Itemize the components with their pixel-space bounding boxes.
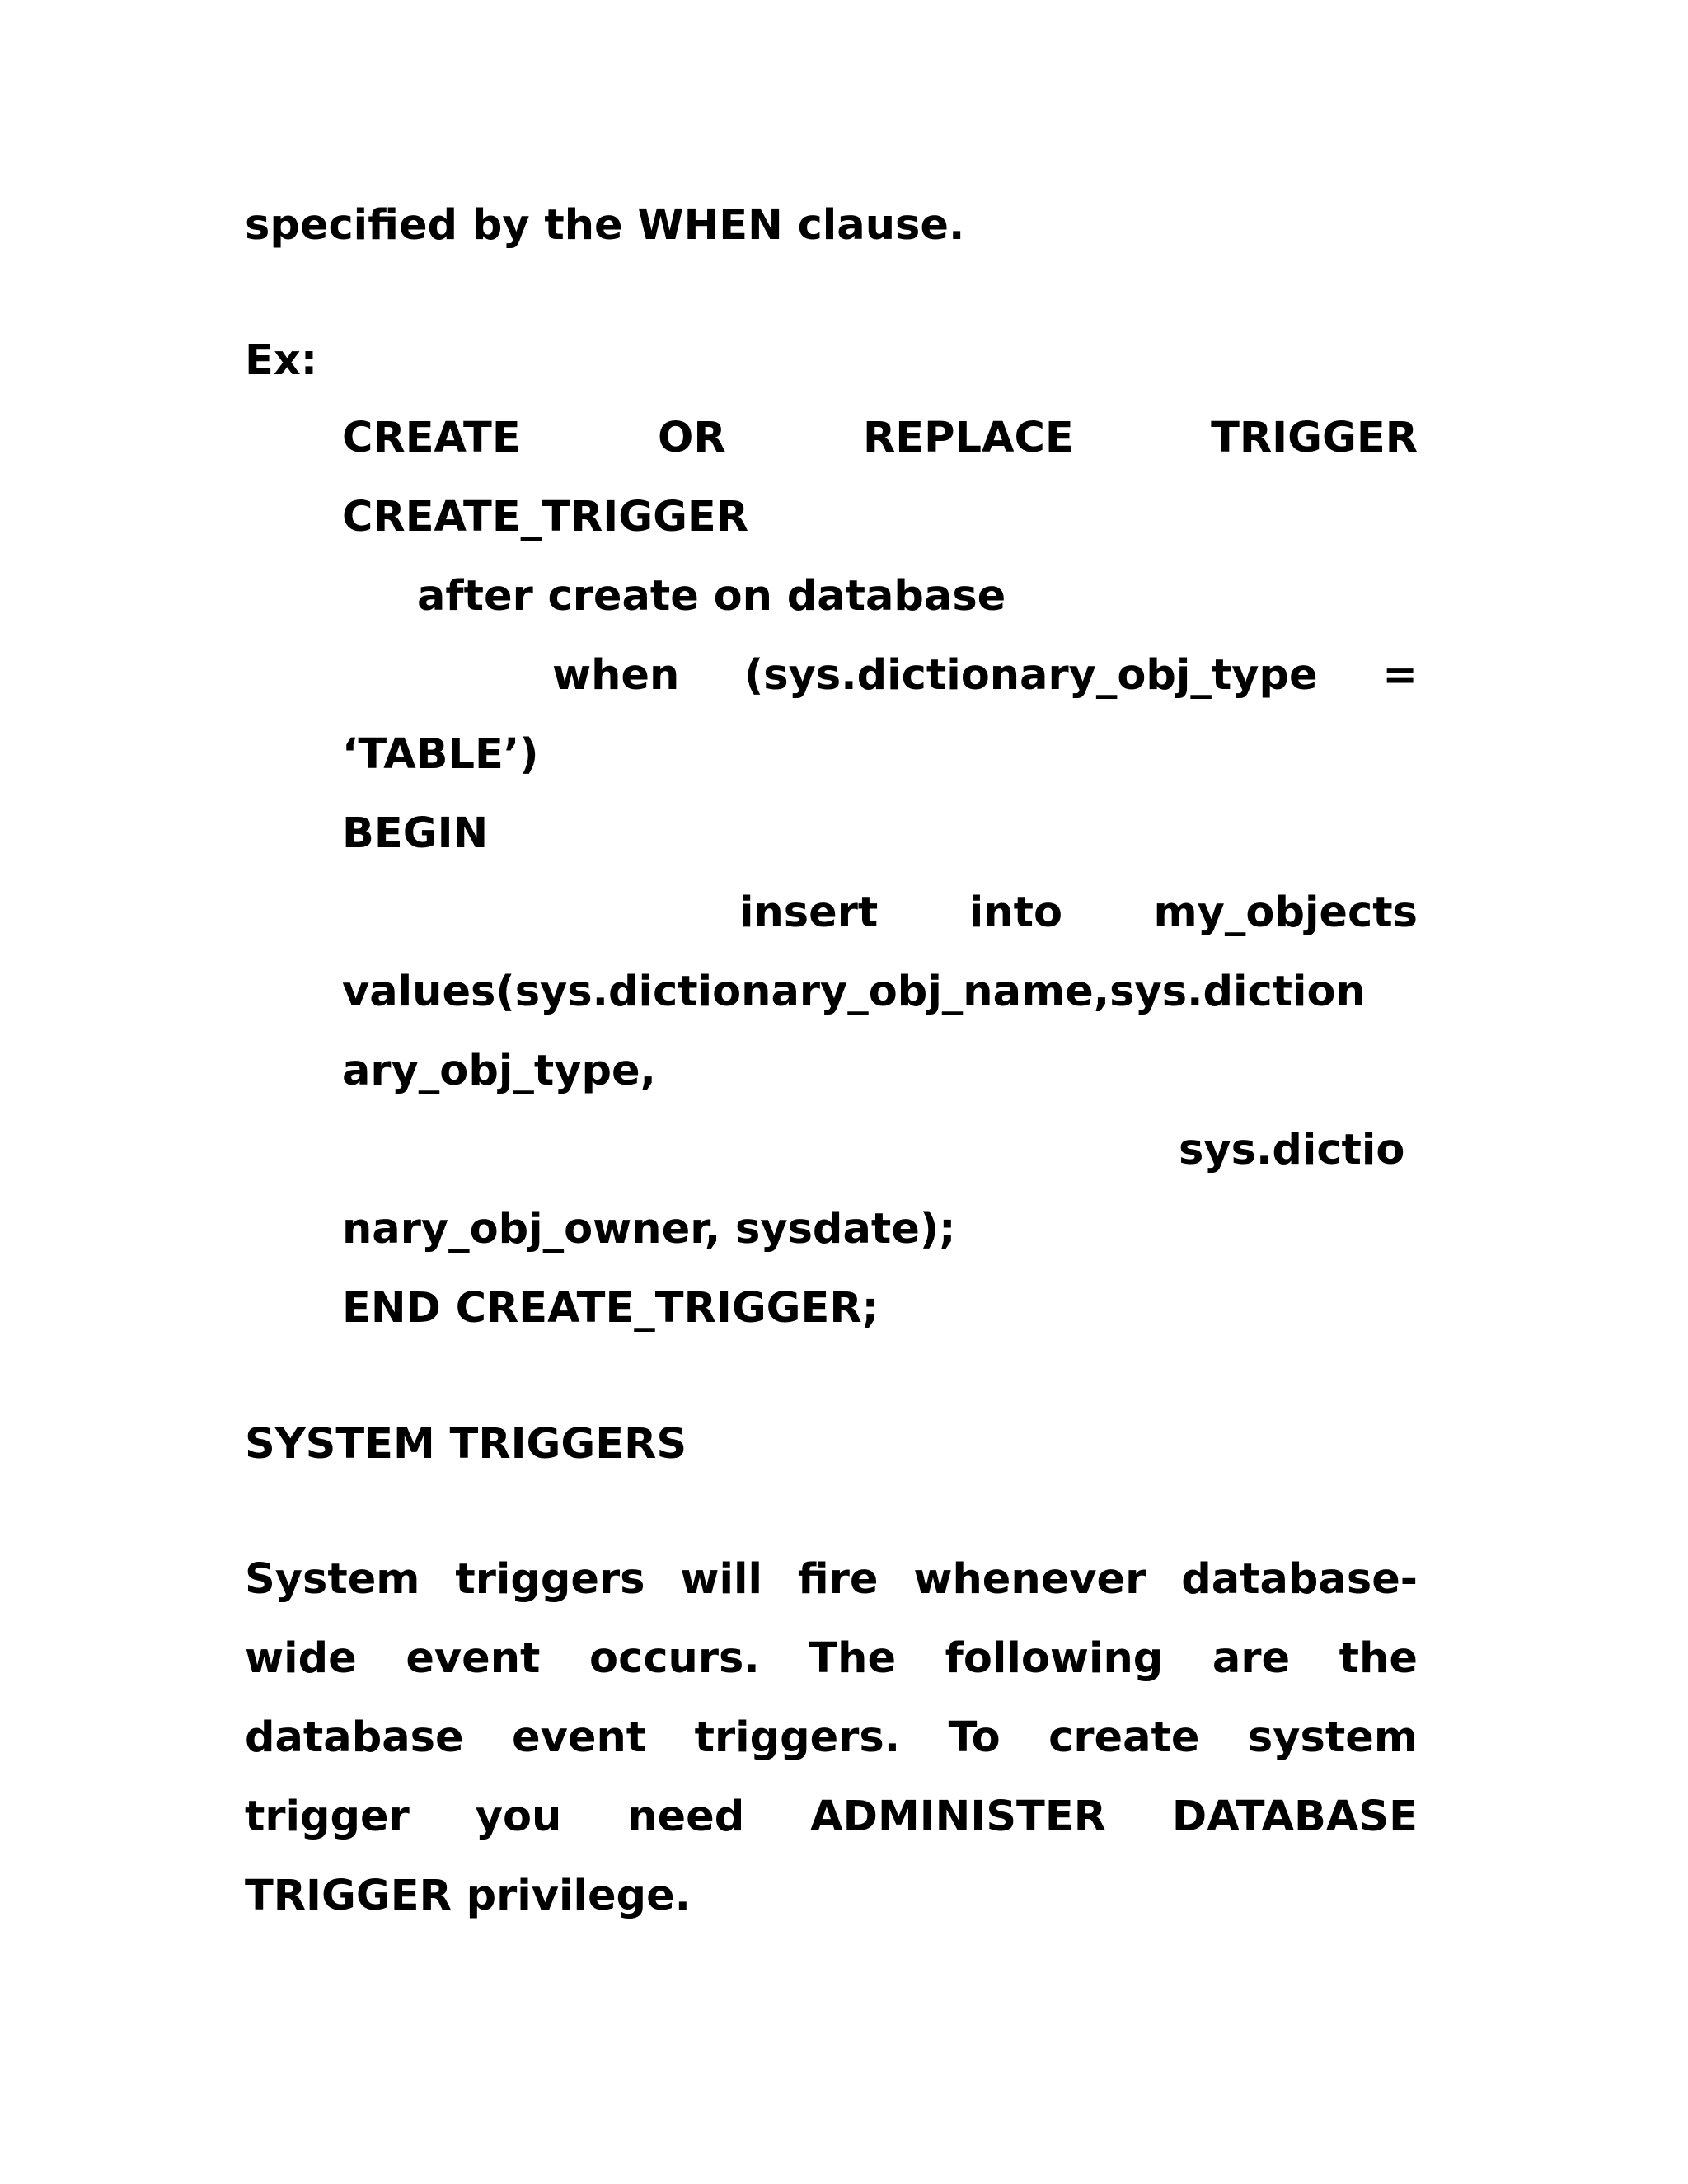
paragraph-word: occurs. xyxy=(589,1634,760,1683)
code-line-5: ‘TABLE’) xyxy=(342,730,539,779)
code-word: OR xyxy=(658,414,726,462)
code-word: (sys.dictionary_obj_type xyxy=(743,651,1318,700)
code-line-12: END CREATE_TRIGGER; xyxy=(342,1284,879,1333)
paragraph-word: DATABASE xyxy=(1171,1793,1418,1841)
section-heading: SYSTEM TRIGGERS xyxy=(245,1420,687,1469)
paragraph-word: event xyxy=(406,1634,541,1683)
code-line-10: sys.dictio xyxy=(1179,1126,1405,1174)
code-word: = xyxy=(1382,651,1418,700)
paragraph-word: fire xyxy=(797,1555,879,1604)
paragraph-word: triggers. xyxy=(694,1713,901,1762)
paragraph-word: triggers xyxy=(455,1555,645,1604)
code-line-2: CREATE_TRIGGER xyxy=(342,493,749,541)
paragraph-word: To xyxy=(948,1713,1001,1762)
paragraph-word: System xyxy=(245,1555,420,1604)
example-label: Ex: xyxy=(245,336,318,385)
paragraph-line-4 xyxy=(245,1793,1418,1841)
code-word: REPLACE xyxy=(863,414,1074,462)
code-word: my_objects xyxy=(1153,888,1418,937)
paragraph-word: system xyxy=(1247,1713,1418,1762)
code-line-4 xyxy=(552,651,1418,700)
paragraph-word: The xyxy=(809,1634,897,1683)
code-word: CREATE xyxy=(342,414,521,462)
code-line-1 xyxy=(342,414,1418,462)
code-word: insert xyxy=(739,888,879,937)
code-line-9: ary_obj_type, xyxy=(342,1047,656,1095)
paragraph-word: event xyxy=(512,1713,647,1762)
paragraph-word: database- xyxy=(1181,1555,1418,1604)
paragraph-line-2 xyxy=(245,1634,1418,1683)
code-line-8: values(sys.dictionary_obj_name,sys.diction xyxy=(342,968,1366,1016)
code-line-3: after create on database xyxy=(417,572,1006,621)
paragraph-word: will xyxy=(680,1555,762,1604)
paragraph-word: are xyxy=(1212,1634,1291,1683)
code-line-7 xyxy=(739,888,1418,937)
code-word: when xyxy=(552,651,680,700)
paragraph-word: wide xyxy=(245,1634,357,1683)
code-word: TRIGGER xyxy=(1211,414,1418,462)
intro-continuation: specified by the WHEN clause. xyxy=(245,201,965,250)
paragraph-line-5: TRIGGER privilege. xyxy=(245,1872,692,1920)
paragraph-word: ADMINISTER xyxy=(810,1793,1106,1841)
paragraph-word: need xyxy=(627,1793,745,1841)
paragraph-word: create xyxy=(1048,1713,1200,1762)
paragraph-word: trigger xyxy=(245,1793,410,1841)
paragraph-word: the xyxy=(1339,1634,1418,1683)
code-word: into xyxy=(968,888,1062,937)
paragraph-line-1 xyxy=(245,1555,1418,1604)
code-line-6: BEGIN xyxy=(342,809,489,858)
paragraph-word: following xyxy=(945,1634,1164,1683)
paragraph-line-3 xyxy=(245,1713,1418,1762)
code-line-11: nary_obj_owner, sysdate); xyxy=(342,1205,956,1254)
paragraph-word: database xyxy=(245,1713,464,1762)
paragraph-word: you xyxy=(475,1793,562,1841)
paragraph-word: whenever xyxy=(913,1555,1146,1604)
